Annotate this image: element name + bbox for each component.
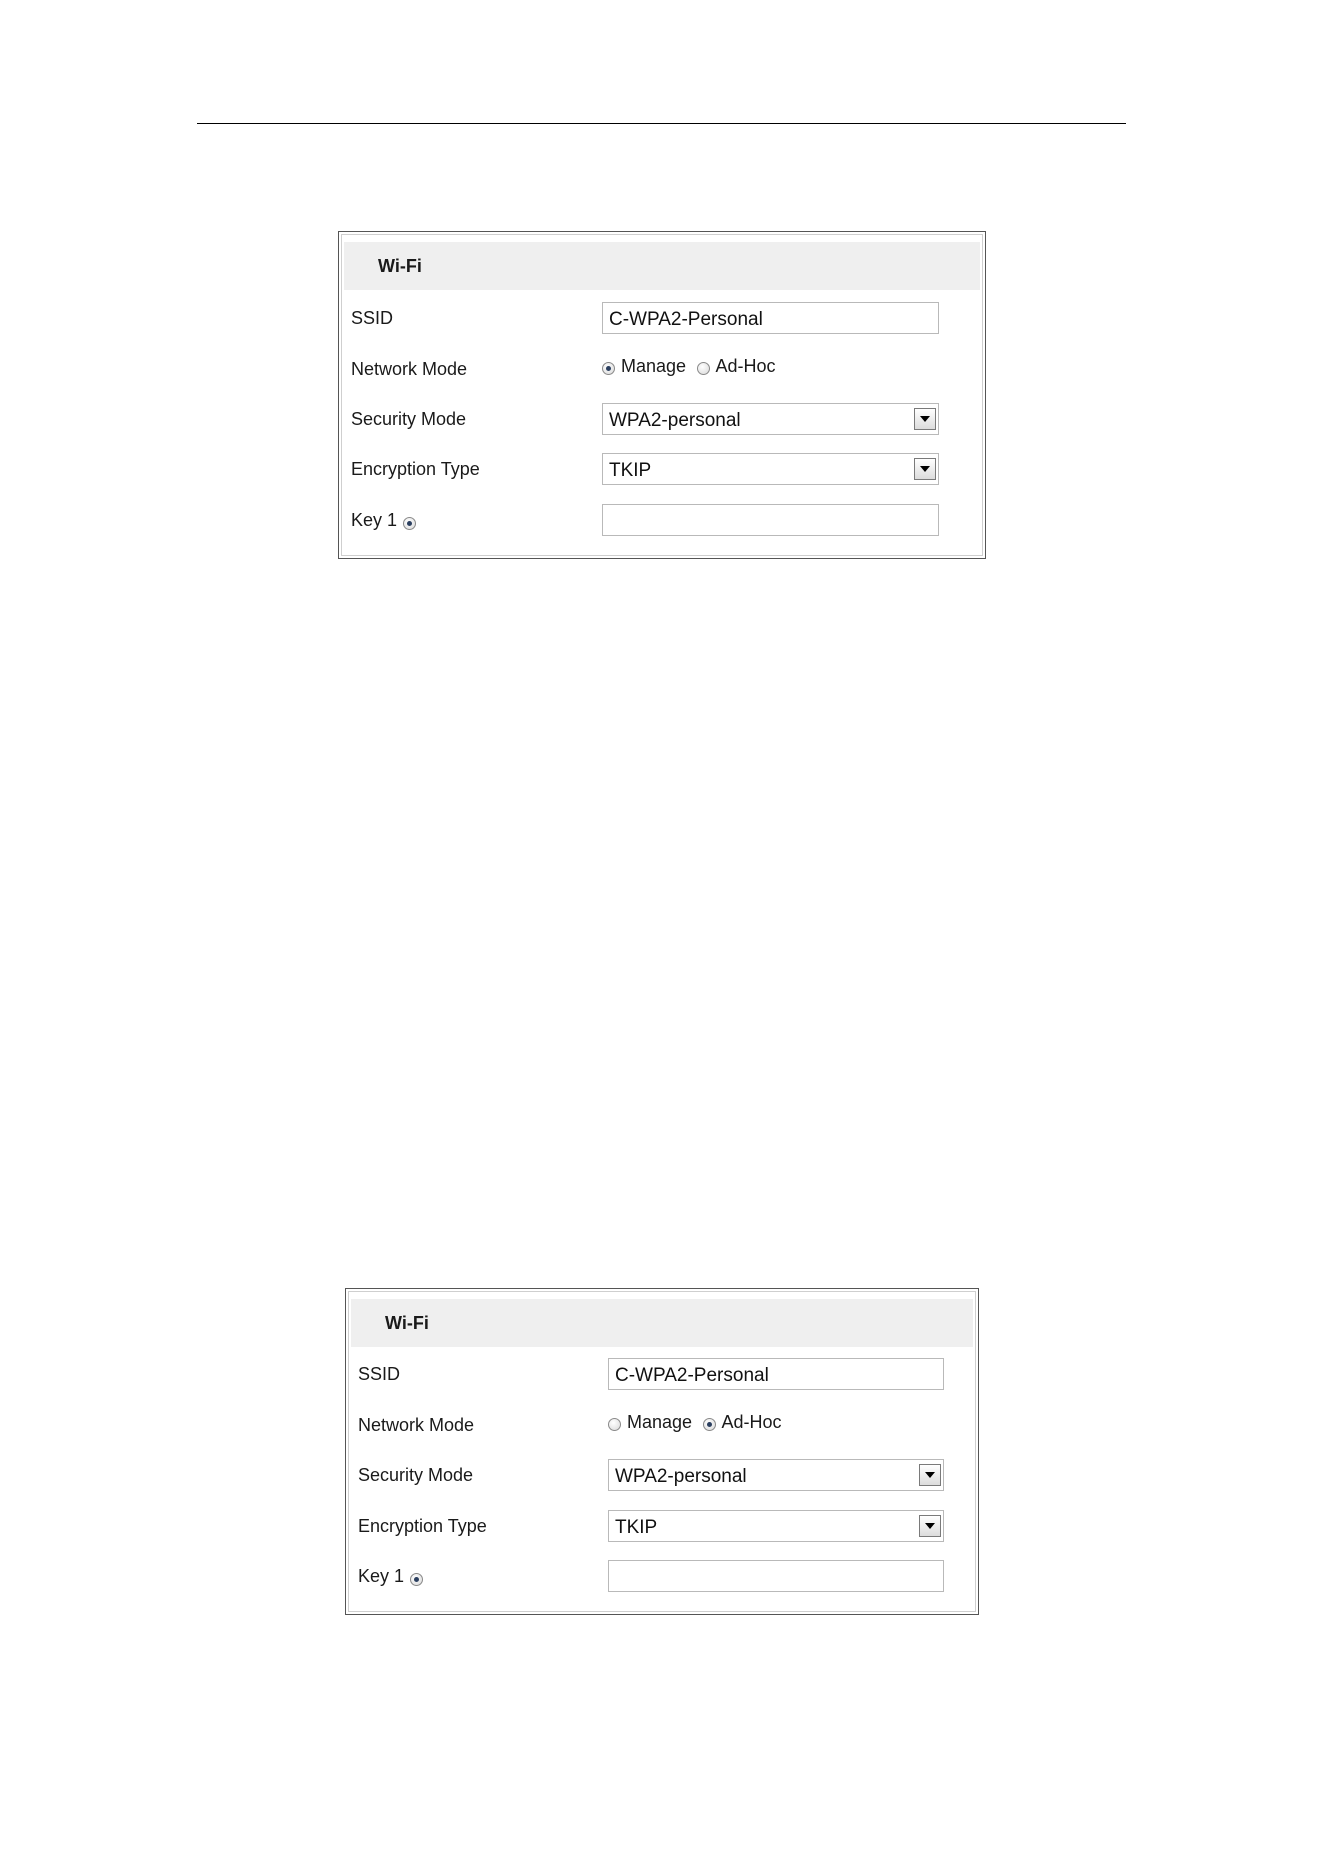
encryption-type-value: TKIP: [609, 460, 652, 481]
network-mode-row: [346, 1406, 978, 1446]
key-label-wrap: [351, 510, 416, 531]
ssid-row: [339, 299, 985, 339]
key-label: Key 1: [358, 1566, 405, 1586]
network-mode-option-label: Manage: [621, 356, 687, 376]
panel-title: Wi-Fi: [385, 1313, 429, 1333]
security-mode-row: [346, 1456, 978, 1496]
network-mode-option-label: Ad-Hoc: [721, 1412, 782, 1432]
chevron-down-icon[interactable]: [919, 1464, 941, 1486]
ssid-row: [346, 1355, 978, 1395]
chevron-down-icon[interactable]: [919, 1515, 941, 1537]
security-mode-select[interactable]: [602, 403, 939, 435]
panel-header: [344, 242, 980, 290]
wifi-settings-panel-manage: [338, 231, 986, 559]
panel-title: Wi-Fi: [378, 256, 422, 276]
network-mode-option-manage[interactable]: [608, 1412, 692, 1433]
panel-header: [351, 1299, 973, 1347]
encryption-type-select[interactable]: [608, 1510, 944, 1542]
key-label-wrap: [358, 1566, 423, 1587]
encryption-type-row: [339, 450, 985, 490]
chevron-down-icon[interactable]: [914, 458, 936, 480]
network-mode-label: Network Mode: [351, 359, 468, 379]
radio-button-icon[interactable]: [697, 362, 710, 375]
page-header-rule: [197, 123, 1126, 124]
network-mode-option-adhoc[interactable]: [703, 1412, 782, 1433]
network-mode-option-label: Manage: [627, 1412, 693, 1432]
ssid-input[interactable]: [602, 302, 939, 334]
ssid-label: SSID: [351, 308, 394, 328]
ssid-value: C-WPA2-Personal: [615, 1365, 769, 1386]
encryption-type-row: [346, 1507, 978, 1547]
radio-button-icon[interactable]: [403, 517, 416, 530]
network-mode-radio-group: [608, 1412, 788, 1433]
security-mode-value: WPA2-personal: [615, 1466, 747, 1487]
encryption-type-value: TKIP: [615, 1517, 658, 1538]
network-mode-option-manage[interactable]: [602, 356, 686, 377]
ssid-value: C-WPA2-Personal: [609, 309, 763, 330]
encryption-type-label: Encryption Type: [351, 459, 480, 479]
network-mode-label: Network Mode: [358, 1415, 475, 1435]
security-mode-label: Security Mode: [351, 409, 467, 429]
radio-button-icon[interactable]: [602, 362, 615, 375]
encryption-type-select[interactable]: [602, 453, 939, 485]
chevron-down-icon[interactable]: [914, 408, 936, 430]
radio-button-icon[interactable]: [703, 1418, 716, 1431]
network-mode-radio-group: [602, 356, 782, 377]
key-row: [339, 501, 985, 541]
key-row: [346, 1557, 978, 1597]
network-mode-option-adhoc[interactable]: [697, 356, 776, 377]
security-mode-row: [339, 400, 985, 440]
key-input[interactable]: [602, 504, 939, 536]
security-mode-value: WPA2-personal: [609, 410, 741, 431]
key-label: Key 1: [351, 510, 398, 530]
radio-button-icon[interactable]: [410, 1573, 423, 1586]
security-mode-select[interactable]: [608, 1459, 944, 1491]
ssid-label: SSID: [358, 1364, 401, 1384]
security-mode-label: Security Mode: [358, 1465, 474, 1485]
key-input[interactable]: [608, 1560, 944, 1592]
network-mode-row: [339, 350, 985, 390]
encryption-type-label: Encryption Type: [358, 1516, 487, 1536]
radio-button-icon[interactable]: [608, 1418, 621, 1431]
ssid-input[interactable]: [608, 1358, 944, 1390]
wifi-settings-panel-adhoc: [345, 1288, 979, 1615]
network-mode-option-label: Ad-Hoc: [715, 356, 776, 376]
